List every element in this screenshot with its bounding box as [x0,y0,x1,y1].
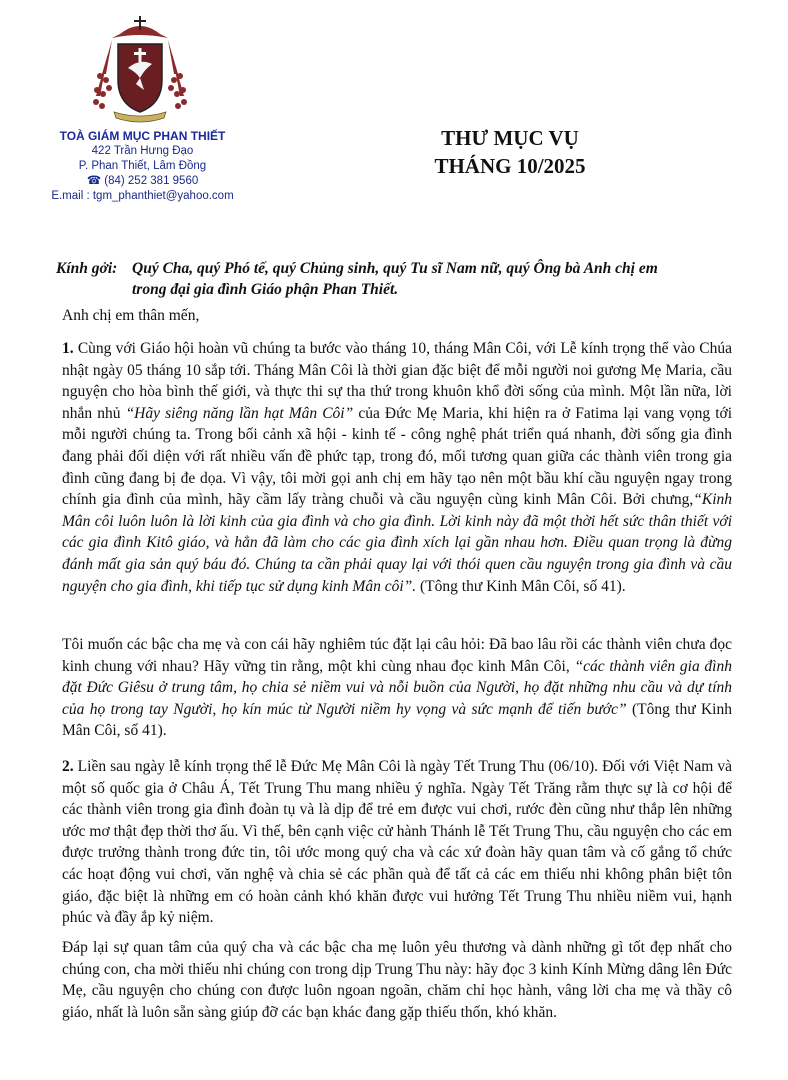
paragraph-3 [62,756,732,929]
phone-number: ☎ (84) 252 381 9560 [86,175,199,187]
paragraph-2-text: Tôi muốn các bậc cha mẹ và con cái hãy nghiêm túc đặt lại câu hỏi: Đã bao lâu rồi các thành viên chưa đọc kinh chung với nhau? Hãy vững tin rằng, một khi cùng nhau đọc kinh Mân Côi, [62,636,732,675]
paragraph-1-text: Cùng với Giáo hội hoàn vũ chúng ta bước vào tháng 10, tháng Mân Côi, với Lễ kính trọng thể vào Chúa nhật ngày 05 tháng 10 sắp tới. Tháng Mân Côi là thời gian đặc biệt để mỗi người noi gương Mẹ Maria, cầu nguyện cho hòa bình thế giới, và thực thi sự tha thứ trong khuôn khổ đời sống của mình. Một lần nữa, lời nhắn nhủ [62,340,732,422]
title-line-1: THƯ MỤC VỤ [441,126,579,150]
paragraph-4 [62,937,732,1023]
salutation-label: Kính gởi: [56,260,118,277]
paragraph-3-text: Liền sau ngày lễ kính trọng thể lễ Đức Mẹ Mân Côi là ngày Tết Trung Thu (06/10). Đối với Việt Nam và một số quốc gia ở Châu Á, Tết Trung Thu mang nhiều ý nghĩa. Ngày Tết Trăng rằm thực sự là cơ hội để các thành viên trong gia đình đoàn tụ và là dịp để trẻ em được vui chơi, rước đèn cũng như thắp lên những ước mơ thật đẹp thời thơ ấu. Vì thế, bên cạnh việc cử hành Thánh lễ Tết Trung Thu, cầu nguyện cho các em được trưởng thành trong đức tin, tôi ước mong quý cha và các xứ đoàn hãy quan tâm và cố gắng tổ chức các hoạt động vui chơi, văn nghệ và chia sẻ các phần quà để tất cả các em thiếu nhi không phân biệt tôn giáo, đặc biệt là những em có hoàn cảnh khó khăn được vui hưởng Tết Trung Thu nhiều niềm vui, hạnh phúc và đầy ắp kỷ niệm. [62,758,732,927]
address-line-2: P. Phan Thiết, Lâm Đồng [78,160,207,172]
paragraph-1-text-2: của Đức Mẹ Maria, khi hiện ra ở Fatima lại vang vọng tới mỗi người chúng ta. Trong bối cảnh xã hội - kinh tế - công nghệ phát triển quá nhanh, đời sống gia đình đang phải đối diện với rất nhiều vấn đề phức tạp, trong đó, mối tương quan giữa các thành viên trong gia đình cũng đang bị đe dọa. Vì vậy, tôi mời gọi anh chị em hãy tạo nên một bầu khí cầu nguyện ngay trong chính gia đình của mình, hãy cầm lấy tràng chuỗi và cầu nguyện cùng kinh Mân Côi. Bởi chưng, [62,404,733,509]
greeting: Anh chị em thân mến, [62,307,200,324]
paragraph-4-text: Đáp lại sự quan tâm của quý cha và các bậc cha mẹ luôn yêu thương và dành những gì tốt đẹp nhất cho chúng con, cha mời thiếu nhi chúng con trong dịp Trung Thu này: hãy đọc 3 kinh Kính Mừng dâng lên Đức Mẹ, cầu nguyện cho chúng con được luôn ngoan ngoãn, chăm chỉ học hành, vâng lời cha mẹ và thầy cô giáo, nhất là luôn sẵn sàng giúp đỡ các bạn khác đang gặp thiếu thốn, khó khăn. [62,939,732,1021]
paragraph-1-reference: (Tông thư Kinh Mân Côi, số 41). [420,577,626,595]
paragraph-2-quote: “các thành viên gia đình đặt Đức Giêsu ở trung tâm, họ chia sẻ niềm vui và nỗi buồn của Người, họ đặt những nhu cầu và dự tính của họ trong tay Người, họ kín múc từ Người niềm hy vọng và sức mạnh để tiến bước” [62,657,732,718]
salutation-line-2: trong đại gia đình Giáo phận Phan Thiết. [132,281,399,298]
address-line-1: 422 Trần Hưng Đạo [91,145,194,157]
letter-title [395,124,625,180]
paragraph-2-reference: (Tông thư Kinh Mân Côi, số 41). [62,700,732,740]
paragraph-1 [62,338,732,597]
paragraph-1-quote-2: “Kinh Mân côi luôn luôn là lời kinh của gia đình và cho gia đình. Lời kinh này đã một thời hết sức thân thiết với các gia đình Kitô giáo, và hẳn đã làm cho các gia đình xích lại gần nhau hơn. Điều quan trọng là đừng đánh mất gia sản quý báu đó. Chúng ta cần phải quay lại với thói quen cầu nguyện trong gia đình và cầu nguyện cho gia đình, khi tiếp tục sử dụng kinh Mân côi”. [62,491,732,595]
paragraph-3-number: 2. [62,758,74,775]
title-line-2: THÁNG 10/2025 [434,154,586,178]
org-name: TOÀ GIÁM MỤC PHAN THIẾT [59,129,226,143]
email-address: E.mail : tgm_phanthiet@yahoo.com [51,190,234,202]
diocese-address-block [30,129,255,204]
salutation [56,258,736,300]
paragraph-2 [62,634,732,742]
diocese-coat-of-arms-logo [92,14,188,126]
paragraph-1-quote-1: “Hãy siêng năng lần hạt Mân Côi” [125,404,354,422]
paragraph-1-number: 1. [62,340,74,357]
salutation-line-1: Quý Cha, quý Phó tế, quý Chủng sinh, quý Tu sĩ Nam nữ, quý Ông bà Anh chị em [132,260,658,277]
